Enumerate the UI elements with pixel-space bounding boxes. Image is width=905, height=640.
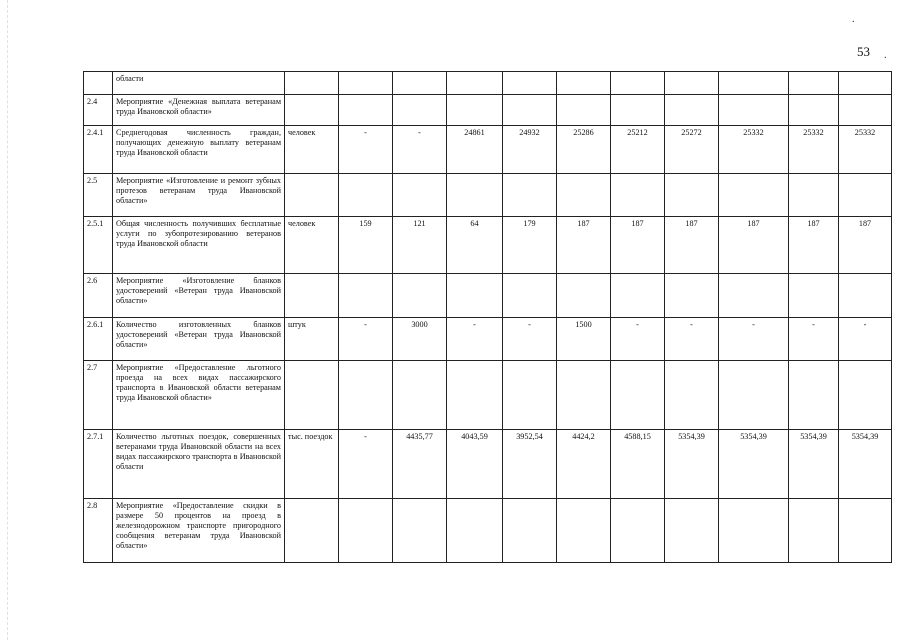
table-row [84,361,892,430]
value-cell: 25332 [839,126,892,174]
value-cell: 4424,2 [557,430,611,499]
value-cell [557,174,611,217]
row-description: Количество льготных поездок, совершенных ветеранами труда Ивановской области на всех видах пассажирского транспорта в Ивановской области [113,430,285,499]
value-cell [339,72,393,95]
value-cell [839,499,892,563]
value-cell [557,499,611,563]
value-cell [839,72,892,95]
row-unit: человек [285,217,339,274]
value-cell [339,499,393,563]
value-cell: 25332 [719,126,789,174]
value-cell [789,274,839,318]
indicators-table [83,71,892,563]
value-cell: 121 [393,217,447,274]
row-number: 2.5.1 [84,217,113,274]
value-cell: 5354,39 [789,430,839,499]
value-cell [719,72,789,95]
value-cell [339,361,393,430]
value-cell: 4588,15 [611,430,665,499]
value-cell: 24932 [503,126,557,174]
value-cell [503,274,557,318]
value-cell [665,95,719,126]
table-row [84,174,892,217]
row-number: 2.6 [84,274,113,318]
row-number: 2.8 [84,499,113,563]
value-cell: 25272 [665,126,719,174]
value-cell [447,72,503,95]
table-row [84,95,892,126]
row-unit [285,174,339,217]
value-cell: 5354,39 [719,430,789,499]
value-cell [447,361,503,430]
value-cell: 25212 [611,126,665,174]
value-cell [839,274,892,318]
value-cell: 3000 [393,318,447,361]
value-cell: 187 [665,217,719,274]
value-cell [503,361,557,430]
value-cell [789,361,839,430]
value-cell: 1500 [557,318,611,361]
value-cell [557,72,611,95]
value-cell: 187 [839,217,892,274]
row-description: Мероприятие «Денежная выплата ветеранам труда Ивановской области» [113,95,285,126]
row-unit [285,95,339,126]
value-cell [339,274,393,318]
value-cell [789,95,839,126]
value-cell [611,174,665,217]
value-cell: - [665,318,719,361]
value-cell [665,361,719,430]
row-description: Количество изготовленных бланков удостоверений «Ветеран труда Ивановской области» [113,318,285,361]
row-description: Мероприятие «Изготовление бланков удостоверений «Ветеран труда Ивановской области» [113,274,285,318]
value-cell [339,95,393,126]
value-cell [789,174,839,217]
value-cell [447,274,503,318]
value-cell: - [339,318,393,361]
row-description: области [113,72,285,95]
value-cell [719,274,789,318]
value-cell [393,274,447,318]
value-cell [665,174,719,217]
value-cell [557,361,611,430]
row-unit [285,499,339,563]
row-unit: штук [285,318,339,361]
row-description: Среднегодовая численность граждан, получающих денежную выплату ветеранам труда Ивановской области [113,126,285,174]
row-number [84,72,113,95]
value-cell [339,174,393,217]
value-cell [447,174,503,217]
value-cell [665,72,719,95]
value-cell: 4435,77 [393,430,447,499]
row-unit: человек [285,126,339,174]
value-cell: - [339,126,393,174]
value-cell: - [339,430,393,499]
value-cell [611,274,665,318]
value-cell [789,72,839,95]
row-unit [285,274,339,318]
value-cell: - [447,318,503,361]
value-cell: - [719,318,789,361]
scan-dot: . [884,50,887,61]
value-cell [665,274,719,318]
value-cell [611,95,665,126]
table-row [84,430,892,499]
scan-edge-artifact [0,0,8,640]
scan-dot: . [852,14,855,25]
value-cell [557,95,611,126]
value-cell [789,499,839,563]
value-cell: - [503,318,557,361]
value-cell [719,499,789,563]
value-cell: 25332 [789,126,839,174]
value-cell [503,174,557,217]
value-cell [839,361,892,430]
value-cell: - [789,318,839,361]
table-row [84,72,892,95]
value-cell: - [839,318,892,361]
value-cell [393,174,447,217]
row-number: 2.7.1 [84,430,113,499]
value-cell [447,499,503,563]
table-row [84,318,892,361]
row-description: Мероприятие «Изготовление и ремонт зубных протезов ветеранам труда Ивановской области» [113,174,285,217]
row-description: Мероприятие «Предоставление скидки в размере 50 процентов на проезд в железнодорожном транспорте пригородного сообщения ветеранам труда Ивановской области» [113,499,285,563]
row-unit [285,72,339,95]
value-cell [719,174,789,217]
page-number: 53 [857,44,870,59]
value-cell: 3952,54 [503,430,557,499]
table-row [84,217,892,274]
row-number: 2.4.1 [84,126,113,174]
value-cell [503,72,557,95]
value-cell: - [393,126,447,174]
value-cell: 179 [503,217,557,274]
row-unit: тыс. поездок [285,430,339,499]
row-description: Мероприятие «Предоставление льготного проезда на всех видах пассажирского транспорта в Ивановской области ветеранам труда Ивановской области» [113,361,285,430]
value-cell: 24861 [447,126,503,174]
value-cell [719,95,789,126]
value-cell: 5354,39 [839,430,892,499]
value-cell: 187 [611,217,665,274]
value-cell [719,361,789,430]
row-unit [285,361,339,430]
value-cell [611,72,665,95]
row-number: 2.5 [84,174,113,217]
value-cell [611,499,665,563]
value-cell: 187 [789,217,839,274]
value-cell [611,361,665,430]
value-cell [503,499,557,563]
table-row [84,499,892,563]
row-description: Общая численность получивших бесплатные услуги по зубопротезированию ветеранов труда Ивановской области [113,217,285,274]
value-cell: 25286 [557,126,611,174]
value-cell [393,361,447,430]
value-cell [665,499,719,563]
row-number: 2.4 [84,95,113,126]
value-cell: 187 [557,217,611,274]
table-row [84,126,892,174]
value-cell: 64 [447,217,503,274]
value-cell: - [611,318,665,361]
value-cell: 4043,59 [447,430,503,499]
value-cell [447,95,503,126]
table-row [84,274,892,318]
value-cell [839,174,892,217]
value-cell [839,95,892,126]
value-cell [393,95,447,126]
value-cell [557,274,611,318]
value-cell [503,95,557,126]
value-cell: 159 [339,217,393,274]
value-cell: 187 [719,217,789,274]
value-cell: 5354,39 [665,430,719,499]
value-cell [393,499,447,563]
value-cell [393,72,447,95]
row-number: 2.7 [84,361,113,430]
row-number: 2.6.1 [84,318,113,361]
